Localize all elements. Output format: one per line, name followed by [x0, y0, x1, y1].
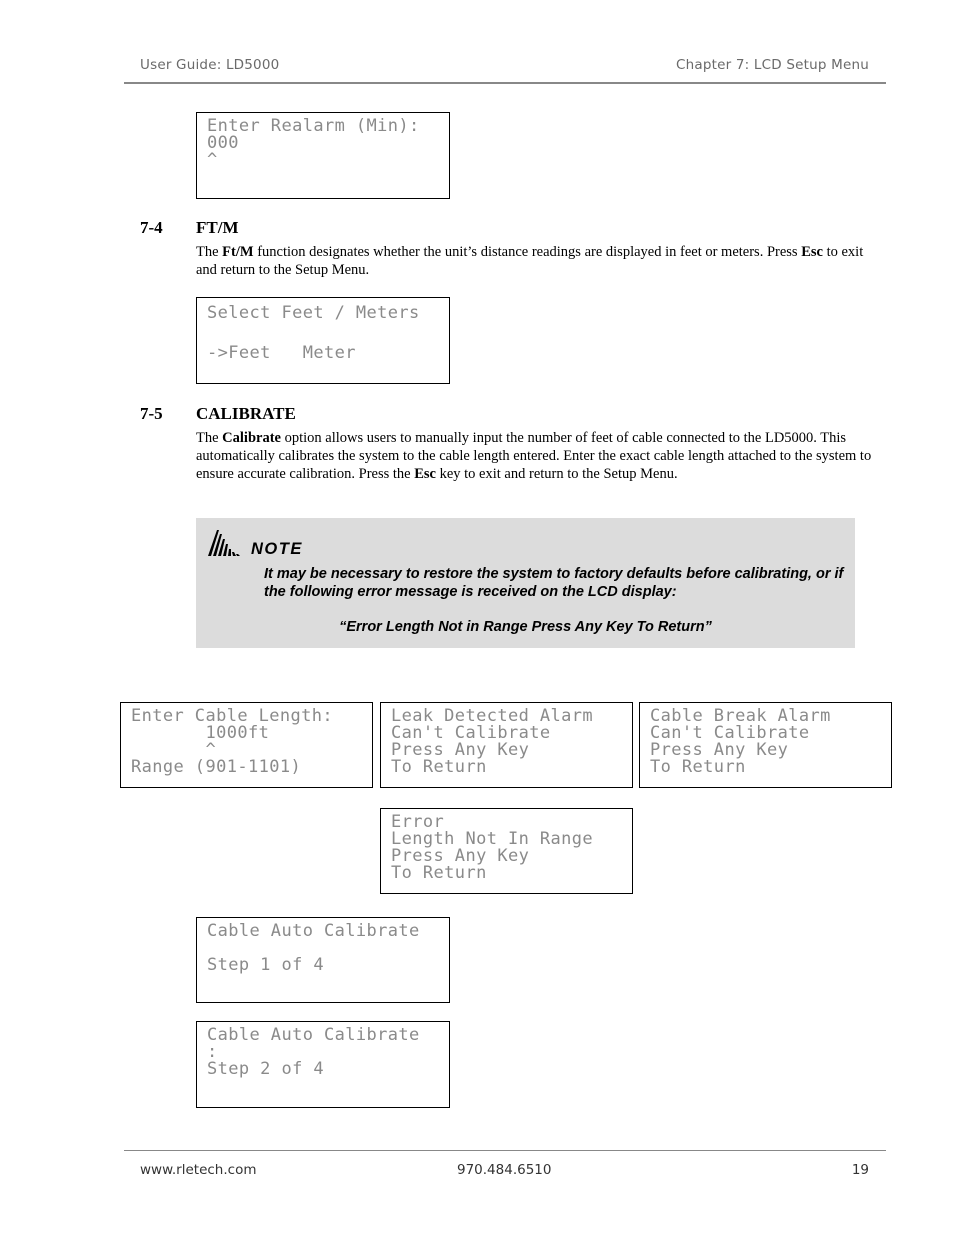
section-number-ftm: 7-4 — [140, 218, 163, 237]
lcd-line: To Return — [391, 757, 487, 777]
lcd-cable-length-display — [120, 702, 373, 788]
lcd-line: Step 1 of 4 — [207, 955, 324, 975]
lcd-line: Range (901-1101) — [131, 757, 302, 777]
para-bold: Esc — [801, 244, 823, 260]
header-chapter-title: Chapter 7: LCD Setup Menu — [676, 57, 869, 73]
note-box — [196, 518, 855, 648]
para-text: option allows users to manually input the number of feet of cable connected to the LD5000. This automatically calibrates the system to the cable length entered. Enter the exact cable length attached to the system to ensure accurate calibration. Press the — [196, 430, 872, 482]
lcd-line: Error — [391, 812, 445, 832]
lcd-line: To Return — [391, 863, 487, 883]
note-quote: “Error Length Not in Range Press Any Key To Return” — [339, 619, 712, 635]
para-bold: Ft/M — [222, 244, 254, 260]
lcd-line: Cable Auto Calibrate — [207, 921, 420, 941]
footer-website: www.rletech.com — [140, 1162, 257, 1178]
header-guide-title: User Guide: LD5000 — [140, 57, 280, 73]
lcd-calibrate-step2-display — [196, 1021, 450, 1108]
para-text: key to exit and return to the Setup Menu. — [435, 466, 678, 482]
lcd-line: Press Any Key — [650, 740, 789, 760]
lcd-line: Can't Calibrate — [650, 723, 810, 743]
lcd-line: Press Any Key — [391, 846, 530, 866]
section-number-calibrate: 7-5 — [140, 404, 163, 423]
lcd-line: Leak Detected Alarm — [391, 706, 594, 726]
note-stripes-icon — [206, 524, 248, 563]
lcd-line: ^ — [131, 740, 217, 760]
note-text: It may be necessary to restore the system to factory defaults before calibrating, or if the following error message is received on the LCD display: — [264, 566, 844, 600]
lcd-calibrate-step1-display — [196, 917, 450, 1003]
lcd-line: 1000ft — [131, 723, 270, 743]
lcd-line: ->Feet Meter — [207, 343, 356, 363]
lcd-line: Enter Realarm (Min): — [207, 116, 420, 136]
lcd-feet-meters-display — [196, 297, 450, 384]
lcd-line: 000 — [207, 133, 239, 153]
para-bold: Esc — [414, 466, 436, 482]
lcd-line — [207, 323, 439, 343]
lcd-error-display — [380, 808, 633, 894]
lcd-line: Can't Calibrate — [391, 723, 551, 743]
header-rule — [124, 82, 886, 84]
lcd-line: Cable Break Alarm — [650, 706, 831, 726]
lcd-line: Select Feet / Meters — [207, 303, 420, 323]
note-label: NOTE — [251, 540, 303, 558]
para-text: function designates whether the unit’s distance readings are displayed in feet or meters. Press — [253, 244, 802, 260]
lcd-cable-break-display — [639, 702, 892, 788]
lcd-line: To Return — [650, 757, 746, 777]
section-title-calibrate: CALIBRATE — [196, 404, 296, 423]
para-text: The — [196, 430, 223, 446]
lcd-line: Cable Auto Calibrate — [207, 1025, 420, 1045]
para-text: to exit and return to the Setup Menu. — [196, 244, 864, 278]
footer-phone: 970.484.6510 — [457, 1162, 552, 1178]
lcd-leak-alarm-display — [380, 702, 633, 788]
lcd-realarm-display — [196, 112, 450, 199]
lcd-line: Press Any Key — [391, 740, 530, 760]
footer-rule — [124, 1150, 886, 1151]
lcd-line: ^ — [207, 150, 218, 170]
section-title-ftm: FT/M — [196, 218, 239, 237]
section-paragraph-calibrate — [196, 429, 876, 483]
para-bold: Calibrate — [222, 430, 281, 446]
footer-page-number: 19 — [851, 1162, 869, 1178]
lcd-line: Enter Cable Length: — [131, 706, 334, 726]
section-paragraph-ftm — [196, 243, 876, 279]
lcd-line: Step 2 of 4 — [207, 1059, 324, 1079]
lcd-line: Length Not In Range — [391, 829, 594, 849]
para-text: The — [196, 244, 223, 260]
lcd-line: : — [207, 1042, 218, 1062]
